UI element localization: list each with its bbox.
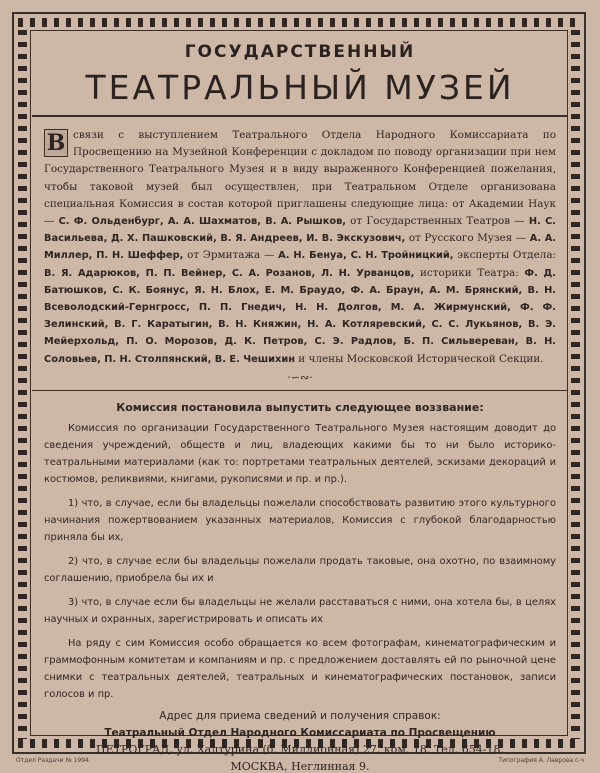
title-rule (32, 115, 568, 117)
intro-text-c: от Русского Музея — (405, 232, 530, 245)
intro-names-c: А. А. Миллер, П. Н. Шеффер, (44, 233, 556, 262)
intro-text-f: историки Театра: (414, 266, 525, 279)
ornament-divider: ·∽∾· (287, 370, 313, 384)
intro-text-g: и члены Московской Исторической Секции. (295, 352, 544, 365)
intro-text-b: от Государственных Театров — (346, 215, 529, 228)
footer-left: Отдел Раздачи № 1994. (16, 757, 91, 764)
address-label: Адрес для приема сведений и получения справок: (159, 709, 441, 722)
intro-paragraph (44, 127, 556, 368)
intro-text-a: связи с выступлением Театрального Отдела Народного Комиссариата по Просвещению на Музейной Конференции с докладом по поводу организации при нем Государственного Театрального Музея и в виду выраженного Конференцией пожелания, чтобы таковой музей был осуществлен, при Театральном Отделе организована специальная Комиссия в состав которой приглашены следующие лица: от Академии Наук — (44, 129, 556, 228)
intro-names-f: Ф. Д. Батюшков, С. К. Боянус, Я. Н. Блох, Е. М. Браудо, Ф. А. Браун, А. М. Брянский, В. Н. Всеволодский-Гернгросс, П. П. Гнедич, Н. Н. Долгов, М. А. Жирмунский, Ф. Ф. Зелинский, В. Г. Каратыгин, В. Н. Княжин, Н. А. Котляревский, С. С. Лукьянов, В. Э. Мейерхольд, П. О. Морозов, Д. К. Петров, С. Э. Радлов, Б. П. Сильвереван, В. Н. Соловьев, П. Н. Столпянский, В. Е. Чешихин (44, 267, 556, 365)
address-moscow: МОСКВА, Неглинная 9. (230, 759, 370, 773)
dropcap-letter: В (44, 129, 68, 157)
intro-names-b: Н. С. Васильева, Д. Х. Пашковский, В. Я. Андреев, И. В. Экскузович, (44, 216, 556, 245)
address-department: Театральный Отдел Народного Комиссариата по Просвещению (104, 726, 496, 739)
appeal-paragraph: 3) что, в случае если бы владельцы не желали расставаться с ними, она хотела бы, в целях научных и охранных, зарегистрировать и описать их (44, 596, 556, 625)
title-line-2: ТЕАТРАЛЬНЫЙ МУЗЕЙ (85, 68, 515, 107)
address-block (40, 710, 560, 773)
intro-names-d: А. Н. Бенуа, С. Н. Тройницкий, (278, 250, 454, 262)
footer-right: Типография А. Лаврова с-ч (498, 757, 584, 764)
appeal-paragraph: На ряду с сим Комиссия особо обращается ко всем фотографам, кинематографическим и граммофонным комитетам и компаниям и пр. с предложением доставлять ей по рыночной цене снимки с театральных деятелей, театральных и кинематографических постановок, записи голосов и пр. (44, 637, 556, 700)
appeal-paragraph: 2) что, в случае если бы владельцы пожелали продать таковые, она охотно, по взаимному соглашению, приобрела бы их и (44, 555, 556, 584)
address-petrograd: ПЕТРОГРАД, ул. Халтурина (б. Миллионная) 27, ком. 18. Тел. 654-18. (96, 742, 504, 756)
appeal-body (44, 420, 556, 703)
intro-names-a: С. Ф. Ольденбург, А. А. Шахматов, В. А. Рышков, (58, 216, 347, 228)
appeal-paragraph: Комиссия по организации Государственного Театрального Музея настоящим доводит до сведения учреждений, обществ и лиц, владеющих какими бы то ни было историко-театральными материалами (как то: портретами театральных деятелей, эскизами декораций и костюмов, реликвиями, книгами, рукописями и пр. и пр.). (44, 422, 556, 485)
poster-content (40, 36, 560, 773)
intro-text-d: от Эрмитажа — (183, 249, 279, 262)
section-rule (32, 390, 568, 391)
commission-heading: Комиссия постановила выпустить следующее воззвание: (116, 400, 484, 414)
intro-names-e: В. Я. Адарюков, П. П. Вейнер, С. А. Розанов, Л. Н. Урванцов, (44, 267, 415, 279)
title-line-1: ГОСУДАРСТВЕННЫЙ (184, 42, 416, 62)
appeal-paragraph: 1) что, в случае, если бы владельцы пожелали способствовать развитию этого культурного начинания пожертвованием указанных материалов, Комиссия с глубокой благодарностью приняла бы их, (44, 497, 556, 543)
intro-text-e: эксперты Отдела: (453, 249, 557, 262)
